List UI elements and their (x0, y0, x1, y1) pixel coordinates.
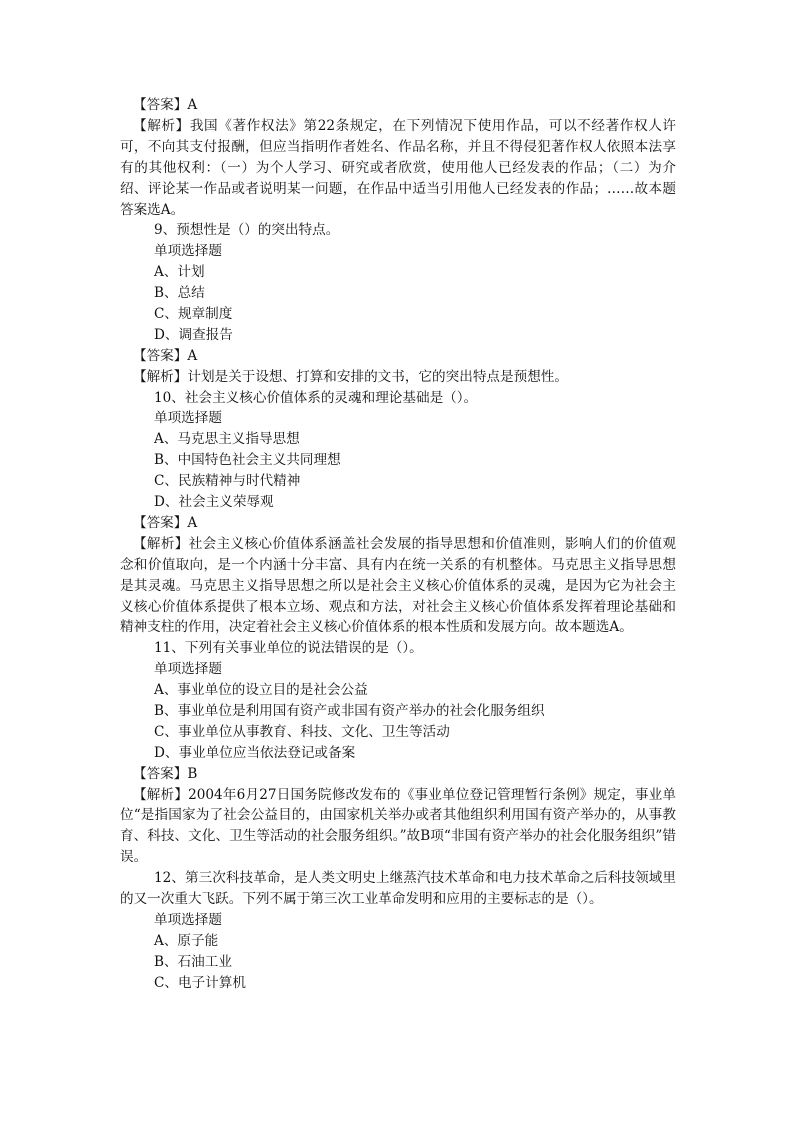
analysis-paragraph: 【解析】我国《著作权法》第22条规定，在下列情况下使用作品，可以不经著作权人许可，不向其支付报酬，但应当指明作者姓名、作品名称，并且不得侵犯著作权人依照本法享有的其他权利：（一）为个人学习、研究或者欣赏，使用他人已经发表的作品；（二）为介绍、评论某一作品或者说明某一问题，在作品中适当引用他人已经发表的作品；……故本题答案选A。 (120, 117, 676, 218)
analysis-paragraph: 【解析】2004年6月27日国务院修改发布的《事业单位登记管理暂行条例》规定，事业单位“是指国家为了社会公益目的，由国家机关举办或者其他组织利用国有资产举办的，从事教育、科技、文化、卫生等活动的社会服务组织。”故B项“非国有资产举办的社会化服务组织”错误。 (120, 786, 676, 866)
question-type: 单项选择题 (154, 243, 222, 260)
question-stem: 9、预想性是（）的突出特点。 (154, 222, 340, 239)
question-stem: 11、下列有关事业单位的说法错误的是（）。 (154, 640, 423, 657)
option-d: D、社会主义荣辱观 (154, 494, 274, 510)
option-c: C、规章制度 (154, 305, 233, 322)
question-stem: 10、社会主义核心价值体系的灵魂和理论基础是（）。 (154, 389, 478, 406)
option-b: B、石油工业 (154, 953, 232, 970)
option-c: C、事业单位从事教育、科技、文化、卫生等活动 (154, 723, 450, 740)
document-body (120, 95, 676, 994)
question-type: 单项选择题 (154, 911, 222, 928)
option-a: A、原子能 (154, 932, 219, 949)
answer-line: 【答案】A (133, 97, 198, 113)
analysis-paragraph: 【解析】计划是关于设想、打算和安排的文书，它的突出特点是预想性。 (133, 368, 568, 385)
analysis-paragraph: 【解析】社会主义核心价值体系涵盖社会发展的指导思想和价值准则，影响人们的价值观念和价值取向，是一个内涵十分丰富、具有内在统一关系的有机整体。马克思主义指导思想是其灵魂。马克思主义指导思想之所以是社会主义核心价值体系的灵魂，是因为它为社会主义核心价值体系提供了根本立场、观点和方法，对社会主义核心价值体系发挥着理论基础和精神支柱的作用，决定着社会主义核心价值体系的根本性质和发展方向。故本题选A。 (120, 535, 676, 636)
question-stem: 12、第三次科技革命，是人类文明史上继蒸汽技术革命和电力技术革命之后科技领域里的又一次重大飞跃。下列不属于第三次工业革命发明和应用的主要标志的是（）。 (120, 870, 676, 908)
answer-line: 【答案】B (133, 765, 198, 782)
option-c: C、电子计算机 (154, 974, 246, 991)
option-b: B、中国特色社会主义共同理想 (154, 452, 341, 469)
option-a: A、事业单位的设立目的是社会公益 (154, 682, 368, 699)
question-type: 单项选择题 (154, 410, 222, 427)
option-b: B、总结 (154, 285, 205, 302)
option-a: A、马克思主义指导思想 (154, 431, 300, 448)
option-a: A、计划 (154, 264, 205, 281)
answer-line: 【答案】A (133, 347, 198, 364)
option-c: C、民族精神与时代精神 (154, 473, 301, 490)
answer-line: 【答案】A (133, 514, 198, 531)
option-d: D、调查报告 (154, 326, 233, 343)
option-b: B、事业单位是利用国有资产或非国有资产举办的社会化服务组织 (154, 702, 545, 719)
question-type: 单项选择题 (154, 661, 222, 678)
option-d: D、事业单位应当依法登记或备案 (154, 744, 356, 761)
